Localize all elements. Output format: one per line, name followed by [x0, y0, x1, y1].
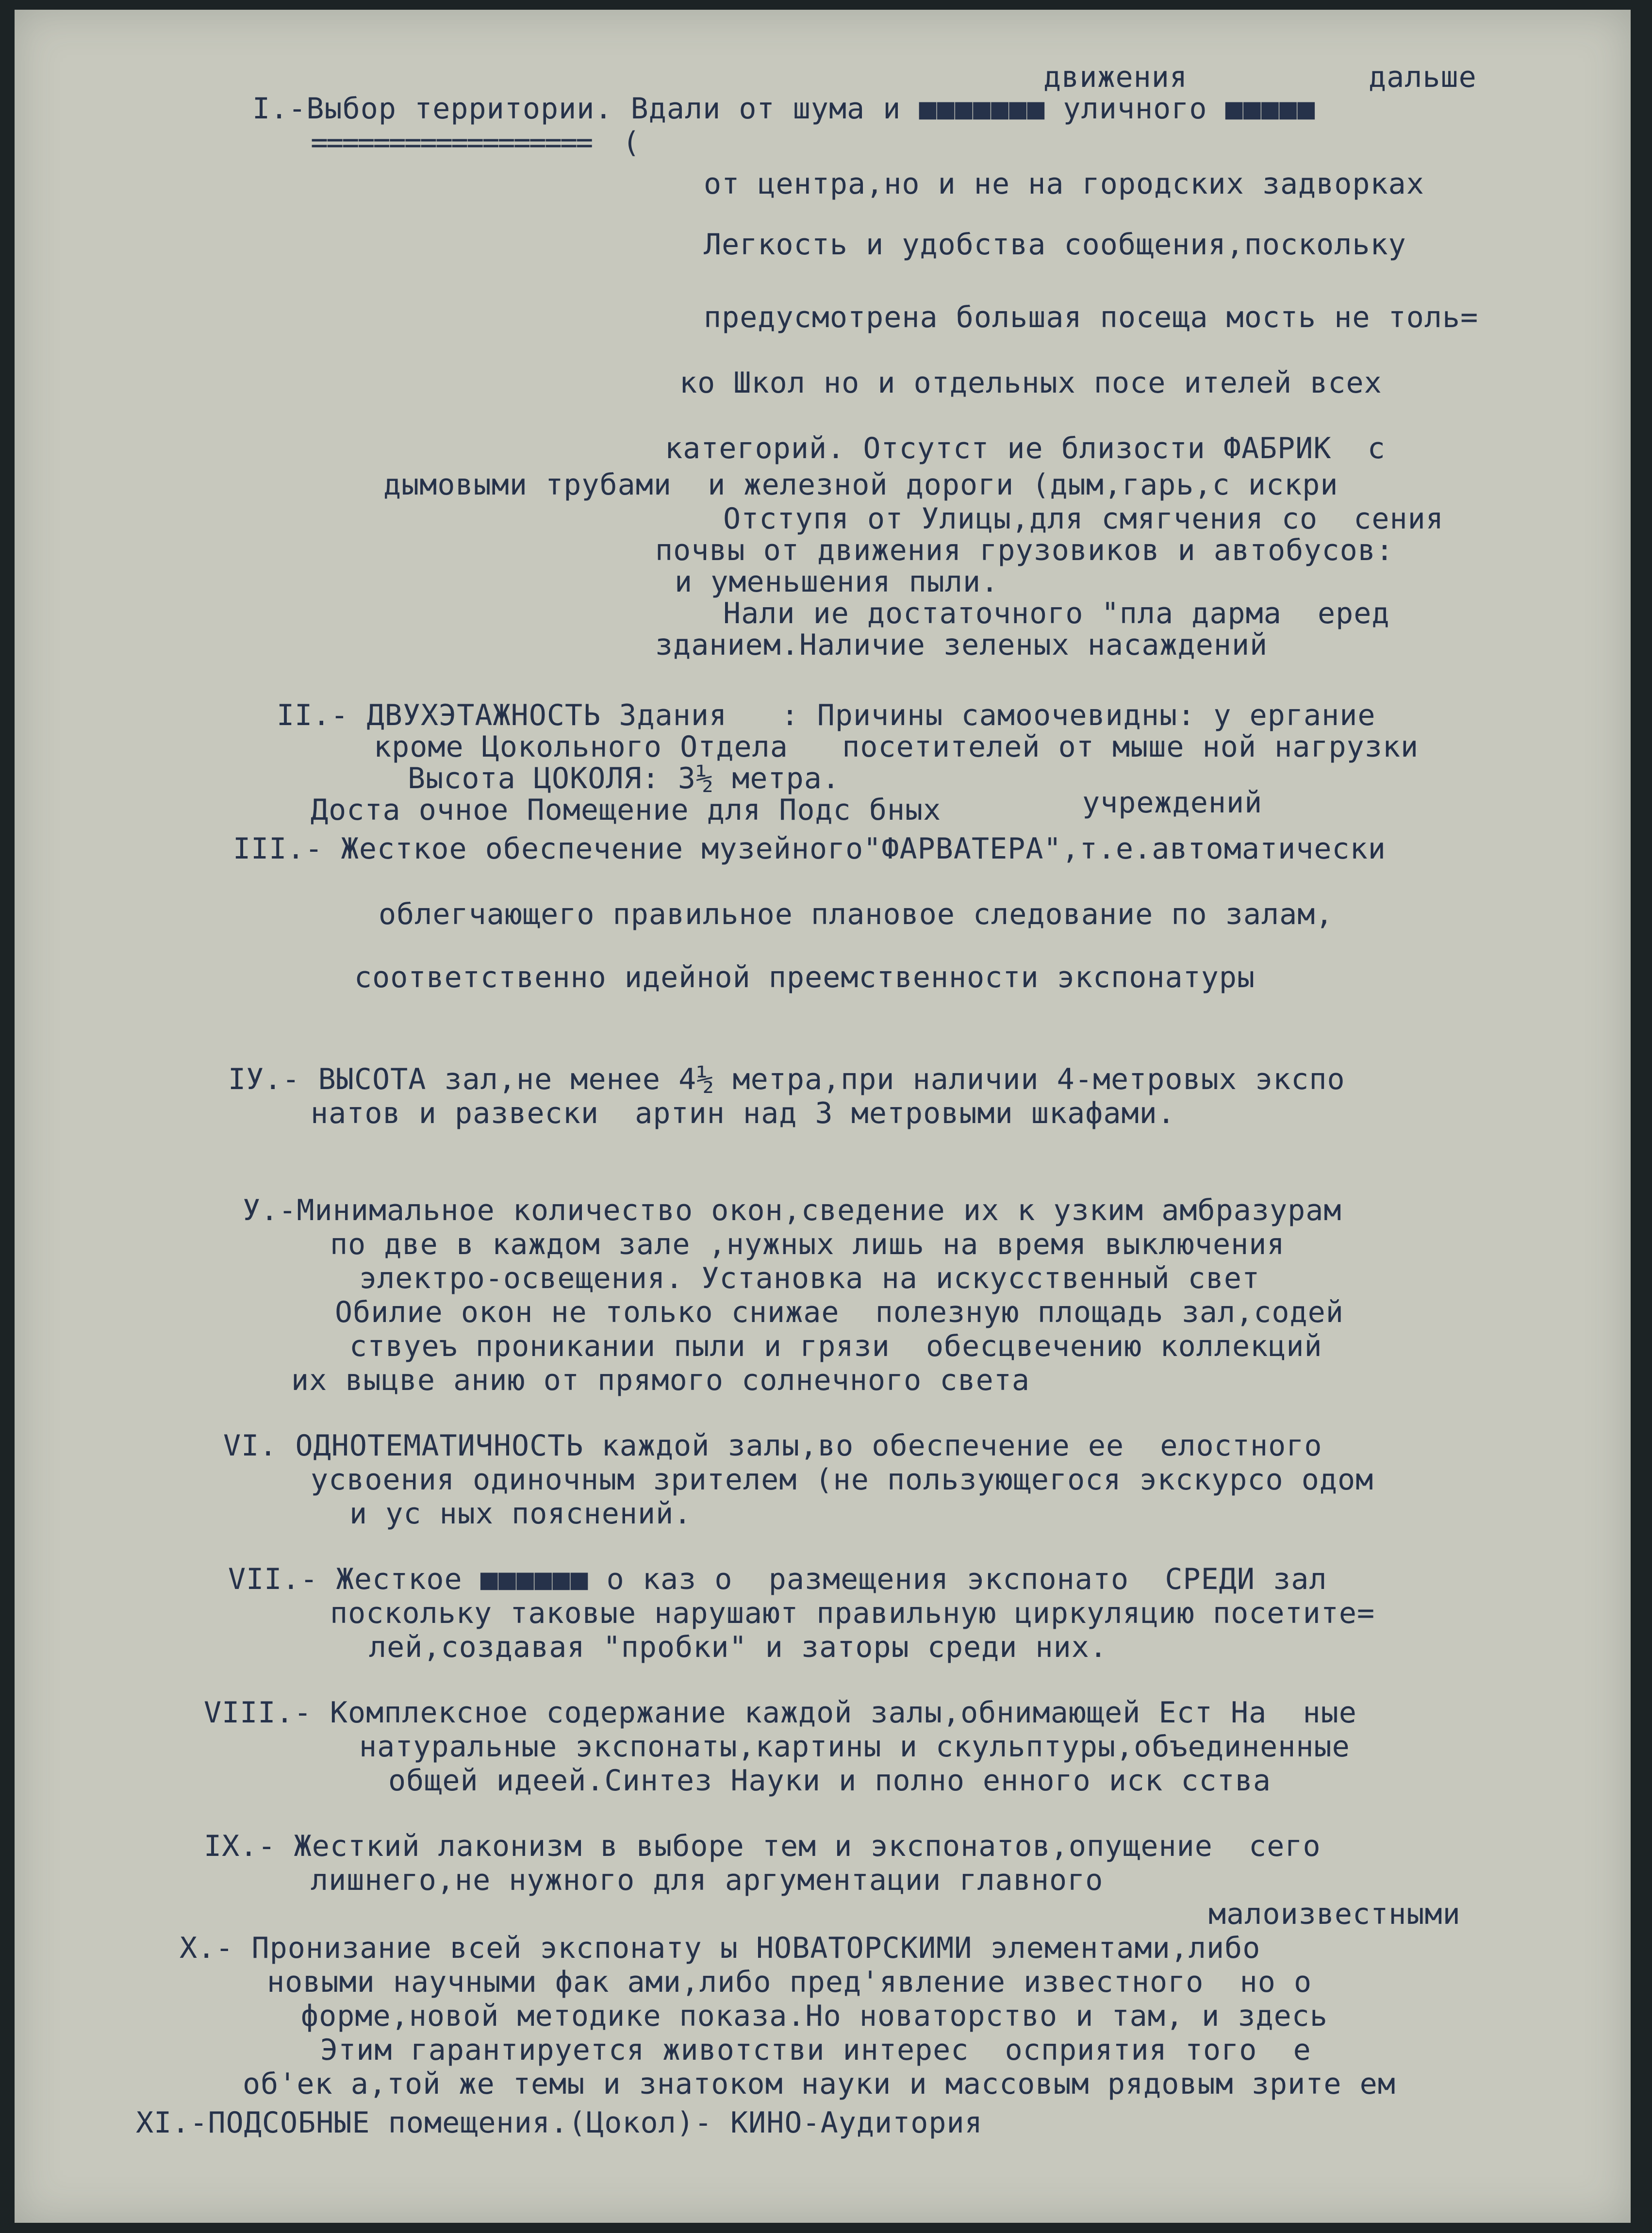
text-line: ================== (: [311, 126, 638, 160]
text-line: форме,новой методике показа.Но новаторство и там, и здесь: [301, 1999, 1328, 2033]
text-line: от центра,но и не на городских задворках: [704, 167, 1424, 201]
text-line: об'ек а,той же темы и знатоком науки и массовым рядовым зрите ем: [243, 2067, 1396, 2101]
text-line: зданием.Наличие зеленых насаждений: [655, 628, 1268, 662]
text-line: X.- Пронизание всей экспонату ы НОВАТОРСКИМИ элементами,либо: [180, 1931, 1261, 1965]
text-line: Обилие окон не только снижае полезную площадь зал,содей: [335, 1295, 1344, 1329]
text-line: Отступя от Улицы,для смягчения со сения: [723, 502, 1444, 536]
text-line: лей,создавая "пробки" и заторы среди них.: [369, 1630, 1108, 1664]
text-line: дальше: [1369, 60, 1477, 94]
text-line: натуральные экспонаты,картины и скульптуры,объединенные: [359, 1730, 1350, 1764]
text-line: почвы от движения грузовиков и автобусов:: [655, 533, 1394, 567]
text-line: XI.-ПОДСОБНЫЕ помещения.(Цокол)- КИНО-Аудитория: [136, 2106, 983, 2140]
text-line: движения: [1043, 60, 1188, 94]
text-line: новыми научными фак ами,либо пред'явление известного но о: [267, 1965, 1312, 1999]
text-line: предусмотрена большая посеща мость не толь=: [704, 300, 1479, 334]
text-line: ствуеъ проникании пыли и грязи обесцвечению коллекций: [349, 1329, 1322, 1363]
text-line: VI. ОДНОТЕМАТИЧНОСТЬ каждой залы,во обеспечение ее елостного: [223, 1429, 1322, 1463]
text-line: кроме Цокольного Отдела посетителей от мыше ной нагрузки: [374, 730, 1419, 764]
text-line: облегчающего правильное плановое следование по залам,: [379, 897, 1334, 931]
text-line: и уменьшения пыли.: [675, 565, 999, 599]
text-line: У.-Минимальное количество окон,сведение их к узким амбразурам: [243, 1193, 1342, 1227]
text-line: ко Школ но и отдельных посе ителей всех: [679, 366, 1382, 400]
text-line: IУ.- ВЫСОТА зал,не менее 4½ метра,при наличии 4-метровых экспо: [228, 1062, 1345, 1096]
text-line: общей идеей.Синтез Науки и полно енного иск сства: [388, 1764, 1272, 1798]
text-line: электро-освещения. Установка на искусственный свет: [359, 1261, 1260, 1295]
text-line: IX.- Жесткий лаконизм в выборе тем и экспонатов,опущение сего: [204, 1829, 1321, 1863]
text-line: I.-Выбор территории. Вдали от шума и ■■■■■■■ уличного ■■■■■: [252, 92, 1316, 126]
text-line: и ус ных пояснений.: [349, 1497, 692, 1531]
text-line: Этим гарантируется животстви интерес осприятия того е: [320, 2033, 1311, 2067]
text-line: Легкость и удобства сообщения,поскольку: [704, 228, 1406, 262]
text-line: соответственно идейной преемственности экспонатуры: [354, 960, 1256, 994]
text-line: учреждений: [1082, 786, 1263, 820]
text-line: усвоения одиночным зрителем (не пользующегося экскурсо одом: [311, 1463, 1374, 1497]
text-line: малоизвестными: [1208, 1897, 1461, 1931]
text-line: натов и развески артин над 3 метровыми шкафами.: [311, 1096, 1175, 1130]
text-line: VIII.- Комплексное содержание каждой залы,обнимающей Ест На ные: [204, 1696, 1357, 1730]
text-line: лишнего,не нужного для аргументации главного: [311, 1863, 1104, 1897]
text-line: их выцве анию от прямого солнечного света: [291, 1363, 1030, 1397]
text-line: VII.- Жесткое ■■■■■■ о каз о размещения экспонато СРЕДИ зал: [228, 1562, 1327, 1596]
text-line: Доста очное Помещение для Подс бных: [311, 793, 942, 827]
text-line: поскольку таковые нарушают правильную циркуляцию посетите=: [330, 1596, 1375, 1630]
text-line: по две в каждом зале ,нужных лишь на время выключения: [330, 1227, 1285, 1261]
text-line: II.- ДВУХЭТАЖНОСТЬ Здания : Причины самоочевидны: у ергание: [277, 698, 1376, 732]
text-line: дымовыми трубами и железной дороги (дым,гарь,с искри: [383, 468, 1338, 502]
text-line: Нали ие достаточного "пла дарма еред: [723, 596, 1390, 630]
text-line: III.- Жесткое обеспечение музейного"ФАРВАТЕРА",т.е.автоматически: [233, 832, 1386, 866]
text-line: категорий. Отсутст ие близости ФАБРИК с: [665, 431, 1386, 465]
typed-document-page: [15, 10, 1631, 2223]
text-line: Высота ЦОКОЛЯ: 3½ метра.: [408, 761, 840, 795]
